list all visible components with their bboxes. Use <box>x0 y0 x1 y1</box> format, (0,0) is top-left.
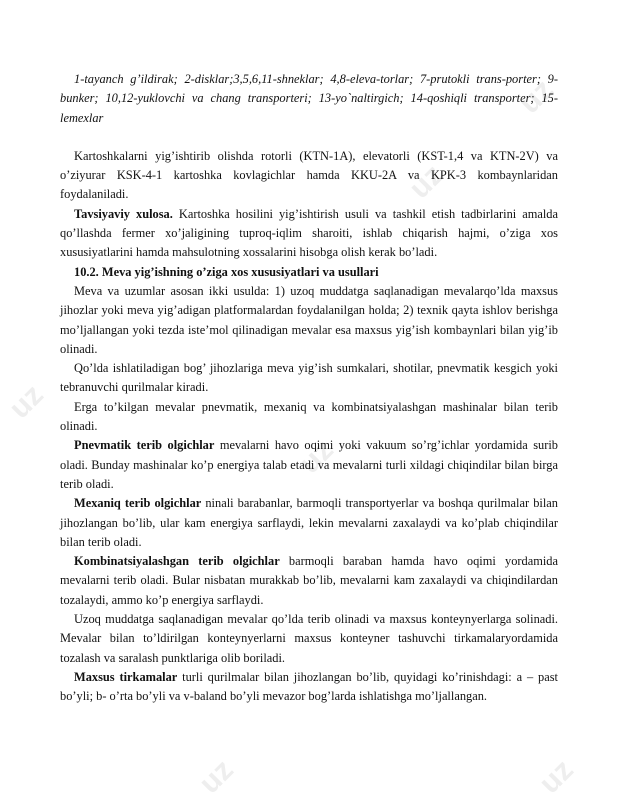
paragraph-mechanical <box>60 494 558 552</box>
paragraph-body: ninali barabanlar, barmoqli transportyerlar va boshqa qurilmalar bilan jihozlangan bo’lib, ular kam energiya sarflaydi, lekin mevalarni zaxalaydi va ko’plab chiqindilar bilan terib oladi. <box>60 496 558 549</box>
document-page <box>60 70 558 707</box>
paragraph-containers: Uzoq muddatga saqlanadigan mevalar qo’lda terib olinadi va maxsus konteynyerlarga solinadi. Mevalar bilan to’ldirilgan konteynyerlarni maxsus konteyner tashuvchi tirkamalaryordamida tozalash va saralash punktlariga olib boriladi. <box>60 612 558 665</box>
paragraph-methods: Meva va uzumlar asosan ikki usulda: 1) uzoq muddatga saqlanadigan mevalarqo’lda maxsus jihozlar yoki meva yig’adigan platformalardan foydalanilgan holda; 2) texnik qayta ishlov berishga mo’ljallangan yoki tezda iste’mol qilinadigan mevalar esa maxsus yig’ish kombaynlari bilan yig’ib olinadi. <box>60 283 558 356</box>
paragraph-lead: Pnevmatik terib olgichlar <box>74 438 215 453</box>
watermark-text: uz <box>292 433 340 481</box>
paragraph-body: turli qurilmalar bilan jihozlangan bo’lib, quyidagi ko’rinishdagi: a – past bo’yli; b- o’rta bo’yli va v-baland bo’yli mevazor bog’larda ishlatishga mo’ljallangan. <box>60 669 558 704</box>
paragraph-lead: Kombinatsiyalashgan terib olgichlar <box>74 554 280 569</box>
paragraph-lead: Maxsus tirkamalar <box>74 669 178 684</box>
paragraph-fallen-fruit: Erga to’kilgan mevalar pnevmatik, mexaniq va kombinatsiyalashgan mashinalar bilan terib olinadi. <box>60 399 558 434</box>
paragraph-body: barmoqli baraban hamda havo oqimi yordamida mevalarni terib oladi. Bular nisbatan murakkab bo’lib, mevalarni kam zaxalaydi va chiqindilardan tozalaydi, ammo ko’p energiya sarflaydi. <box>60 554 558 607</box>
watermark-text: uz <box>512 73 560 121</box>
paragraph-combined <box>60 552 558 610</box>
paragraph-harvesters: Kartoshkalarni yig’ishtirib olishda rotorli (KTN-1A), elevatorli (KST-1,4 va KTN-2V) va o’ziyurar KSK-4-1 kartoshka kovlagichlar hamda KKU-2A va KPK-3 kombaynlaridan foydalaniladi. <box>60 148 558 202</box>
watermark-text: uz <box>2 378 50 426</box>
paragraph-trailers <box>60 668 558 707</box>
watermark-text: uz <box>402 158 450 206</box>
paragraph-recommendation <box>60 205 558 263</box>
watermark-text: uz <box>532 753 580 801</box>
paragraph-lead: Mexaniq terib olgichlar <box>74 496 202 511</box>
figure-caption: 1-tayanch g’ildirak; 2-disklar;3,5,6,11-shneklar; 4,8-eleva-torlar; 7-prutokli trans-porter; 9- bunker; 10,12-yuklovchi va chang transporteri; 13-yo`naltirgich; 14-qoshiqli transporter; 15-lemexlar <box>60 72 558 125</box>
paragraph-body: Kartoshka hosilini yig’ishtirish usuli va tashkil etish tadbirlarini amalda qo’llashda fermer xo’jaligining tuproq-iqlim sharoiti, ishlab chiqarish hajmi, o’ziga xos xususiyatlarini hamda mahsulotning xossalarini hisobga olish kerak bo’ladi. <box>60 206 558 260</box>
paragraph-lead: Tavsiyaviy xulosa. <box>74 206 173 221</box>
paragraph-pneumatic <box>60 436 558 494</box>
section-title: 10.2. Meva yig’ishning o’ziga xos xususiyatlari va usullari <box>74 264 379 279</box>
watermark-text: uz <box>192 753 240 801</box>
paragraph-manual-tools: Qo’lda ishlatiladigan bog’ jihozlariga meva yig’ish sumkalari, shotilar, pnevmatik kesgich yoki tebranuvchi qurilmalar kiradi. <box>60 361 558 395</box>
paragraph-body: mevalarni havo oqimi yoki vakuum so’rg’ichlar yordamida surib oladi. Bunday mashinalar ko’p energiya talab etadi va mevalarni turli xildagi chiqindilar bilan birga terib oladi. <box>60 438 559 491</box>
